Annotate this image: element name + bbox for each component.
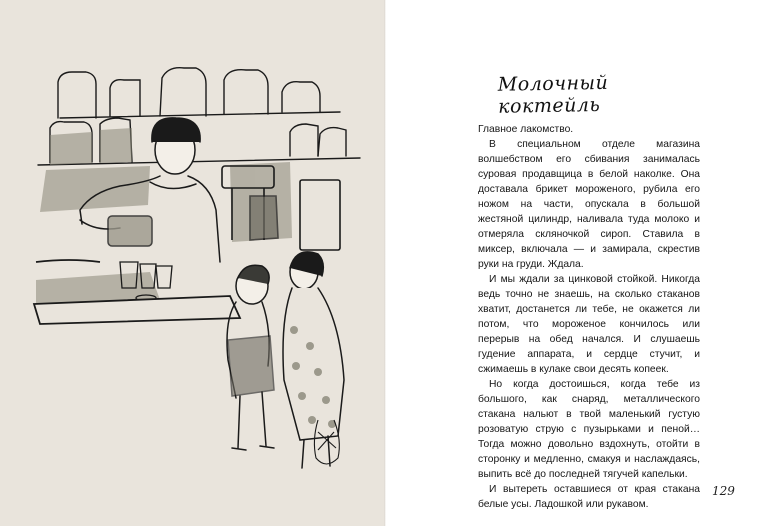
paragraph: И вытереть оставшиеся от края стакана белые усы. Ладошкой или рукавом.	[478, 484, 700, 510]
paragraph: И мы ждали за цинковой стойкой. Никогда ведь точно не знаешь, на сколько стаканов хватит, достанется ли тебе, не окажется ли потом, что мороженое кончилось или перерыв на обед начался. И слушаешь гудение аппарата, и сердце стучит, и сжимаешь в кулаке свои десять копеек.	[478, 274, 700, 375]
paragraph: Главное лакомство.	[478, 124, 574, 135]
page-number: 129	[712, 484, 735, 498]
chapter-title: Молочный коктейль	[497, 71, 609, 118]
body-text	[478, 122, 700, 512]
paragraph: Но когда достоишься, когда тебе из большого, как снаряд, металлического стакана нальют в твой маленький густую розоватую струю с пузырьками и пеной… Тогда можно довольно вздохнуть, отойти в сторонку и медленно, смакуя и наслаждаясь, выпить всё до последней тягучей капельки.	[478, 379, 700, 480]
paragraph: В специальном отделе магазина волшебством его сбивания занималась суровая продавщица в белой наколке. Она доставала брикет мороженого, рубила его ножом на части, опускала в большой жестяной цилиндр, наливала туда молоко и отмеряла скляночкой сироп. Ставила в миксер, включала — и замирала, скрестив руки на груди. Ждала.	[478, 139, 700, 270]
